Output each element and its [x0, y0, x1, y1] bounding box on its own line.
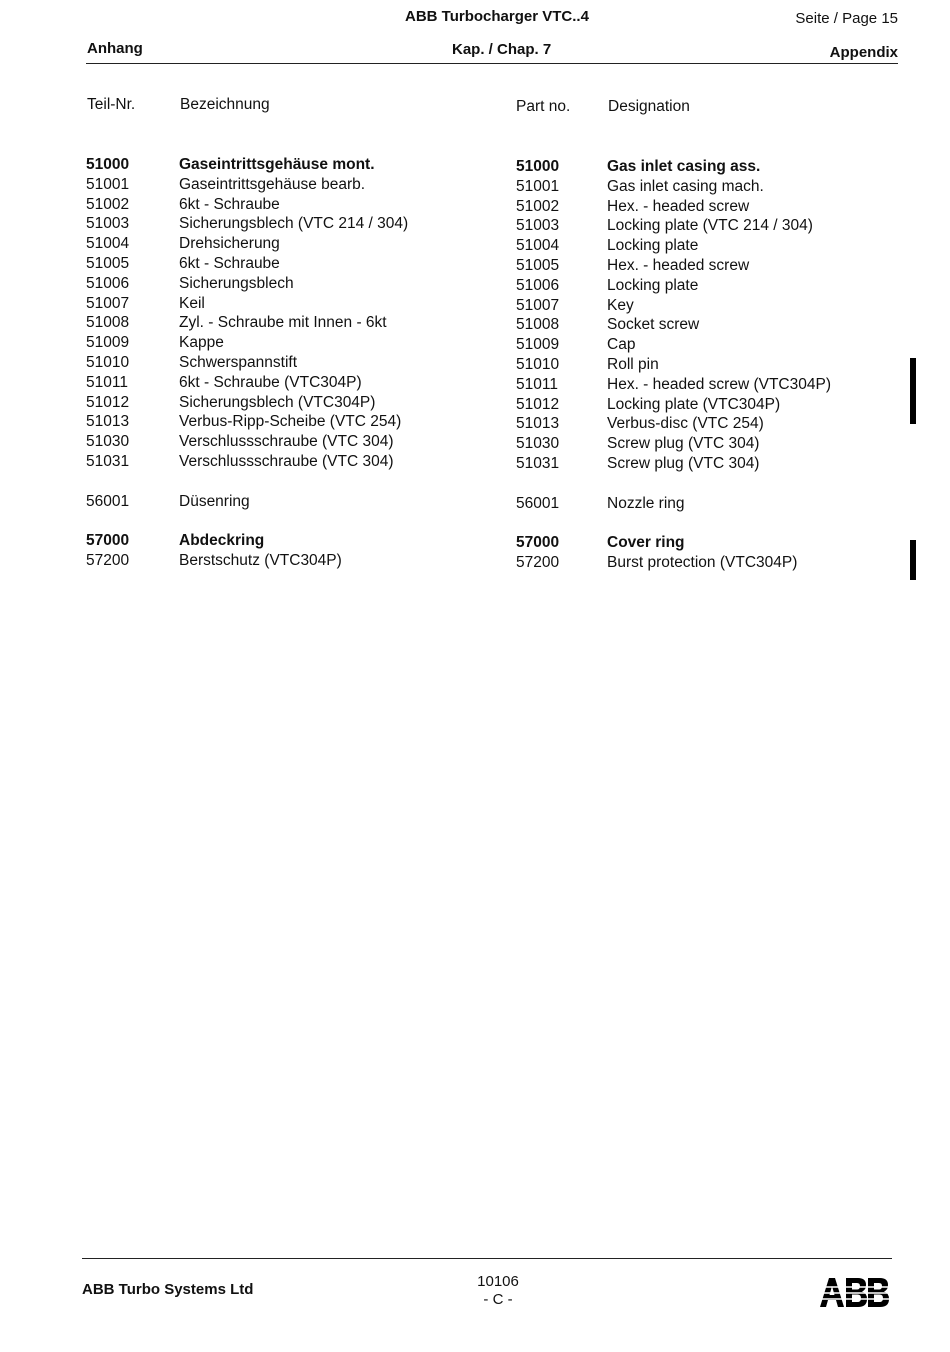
designation-de: 6kt - Schraube (VTC304P) [179, 373, 362, 391]
designation-en: Cover ring [607, 534, 685, 552]
part-number: 51003 [86, 215, 130, 233]
designation-de: Schwerspannstift [179, 353, 298, 371]
designation-en: Screw plug (VTC 304) [607, 435, 760, 453]
designation-en: Roll pin [607, 355, 659, 373]
designation-en: Socket screw [607, 316, 700, 334]
page-number: Seite / Page 15 [795, 10, 898, 27]
designation-de: Sicherungsblech (VTC304P) [179, 393, 376, 411]
part-number: 51009 [516, 336, 560, 354]
designation-de: Zyl. - Schraube mit Innen - 6kt [179, 314, 387, 332]
designation-de: Verschlussschraube (VTC 304) [179, 452, 394, 470]
part-number: 51000 [516, 158, 560, 175]
part-number: 51004 [516, 237, 560, 255]
part-number: 51008 [86, 314, 130, 332]
part-number: 51003 [516, 217, 560, 235]
designation-en: Hex. - headed screw [607, 197, 750, 215]
part-number: 51011 [516, 375, 558, 393]
designation-en: Locking plate [607, 237, 699, 255]
designation-de: 6kt - Schraube [179, 254, 280, 272]
designation-en: Key [607, 296, 634, 314]
column-header-designation: Designation [608, 98, 690, 115]
footer-revision: - C - [483, 1291, 513, 1308]
english-designation-column [607, 157, 831, 573]
part-number: 57200 [516, 553, 560, 571]
part-number: 51012 [86, 393, 130, 411]
part-number: 51030 [516, 435, 560, 453]
designation-en: Locking plate [607, 276, 699, 294]
designation-de: Verbus-Ripp-Scheibe (VTC 254) [179, 413, 402, 431]
chapter-label: Kap. / Chap. 7 [452, 41, 552, 58]
designation-de: Gaseintrittsgehäuse mont. [179, 156, 375, 173]
designation-en: Screw plug (VTC 304) [607, 454, 760, 472]
part-number: 51000 [86, 156, 130, 173]
designation-de: Kappe [179, 334, 224, 352]
part-number: 51031 [86, 452, 130, 470]
part-number: 51031 [516, 454, 560, 472]
part-number: 57000 [86, 532, 130, 550]
part-number: 51002 [86, 195, 130, 213]
column-header-bezeichnung: Bezeichnung [180, 96, 270, 113]
part-number: 51005 [86, 254, 130, 272]
abb-logo [818, 1276, 890, 1308]
designation-en: Gas inlet casing ass. [607, 158, 761, 175]
document-title: ABB Turbocharger VTC..4 [405, 8, 589, 25]
part-number: 57200 [86, 551, 130, 569]
designation-en: Verbus-disc (VTC 254) [607, 415, 764, 433]
designation-en: Nozzle ring [607, 494, 685, 512]
section-title-en: Appendix [829, 44, 898, 61]
english-part-number-column [516, 157, 559, 573]
designation-de: Keil [179, 294, 205, 312]
part-number: 51009 [86, 334, 130, 352]
designation-en: Locking plate (VTC 214 / 304) [607, 217, 813, 235]
designation-en: Hex. - headed screw [607, 256, 750, 274]
part-number: 51001 [516, 177, 560, 195]
designation-de: Drehsicherung [179, 235, 280, 253]
revision-change-bar [910, 540, 916, 580]
part-number: 51006 [86, 274, 130, 292]
part-number: 51010 [86, 353, 130, 371]
row-spacer [607, 513, 831, 533]
section-title-de: Anhang [87, 40, 143, 57]
designation-en: Burst protection (VTC304P) [607, 553, 798, 571]
part-number: 51012 [516, 395, 560, 413]
part-number: 51002 [516, 197, 560, 215]
part-number: 51005 [516, 256, 560, 274]
column-header-teil-nr: Teil-Nr. [87, 96, 136, 113]
part-number: 51001 [86, 175, 130, 193]
row-spacer [179, 472, 408, 492]
column-header-part-no: Part no. [516, 98, 571, 115]
part-number: 51006 [516, 276, 560, 294]
header-divider [86, 63, 898, 64]
designation-en: Locking plate (VTC304P) [607, 395, 781, 413]
designation-en: Hex. - headed screw (VTC304P) [607, 375, 831, 393]
part-number: 51004 [86, 235, 130, 253]
part-number: 51010 [516, 355, 560, 373]
designation-de: 6kt - Schraube [179, 195, 280, 213]
designation-de: Berstschutz (VTC304P) [179, 551, 342, 569]
designation-de: Verschlussschraube (VTC 304) [179, 433, 394, 451]
designation-de: Gaseintrittsgehäuse bearb. [179, 175, 366, 193]
footer-company: ABB Turbo Systems Ltd [82, 1281, 254, 1298]
part-number: 51030 [86, 433, 130, 451]
row-spacer [86, 511, 129, 531]
part-number: 51007 [516, 296, 560, 314]
revision-change-bar [910, 358, 916, 424]
designation-de: Düsenring [179, 492, 250, 510]
part-number: 51013 [516, 415, 560, 433]
footer-divider [82, 1258, 892, 1259]
part-number: 57000 [516, 534, 560, 552]
designation-de: Abdeckring [179, 532, 265, 550]
part-number: 51007 [86, 294, 130, 312]
part-number: 56001 [516, 494, 560, 512]
footer-document-number: 10106 [477, 1273, 519, 1290]
german-designation-column [179, 155, 408, 571]
part-number: 51011 [86, 373, 128, 391]
part-number: 51013 [86, 413, 130, 431]
designation-de: Sicherungsblech [179, 274, 294, 292]
row-spacer [179, 511, 408, 531]
part-number: 51008 [516, 316, 560, 334]
row-spacer [516, 513, 559, 533]
row-spacer [86, 472, 129, 492]
part-number: 56001 [86, 492, 130, 510]
designation-en: Gas inlet casing mach. [607, 177, 764, 195]
german-part-number-column [86, 155, 129, 571]
row-spacer [607, 474, 831, 494]
designation-en: Cap [607, 336, 636, 354]
designation-de: Sicherungsblech (VTC 214 / 304) [179, 215, 409, 233]
row-spacer [516, 474, 559, 494]
